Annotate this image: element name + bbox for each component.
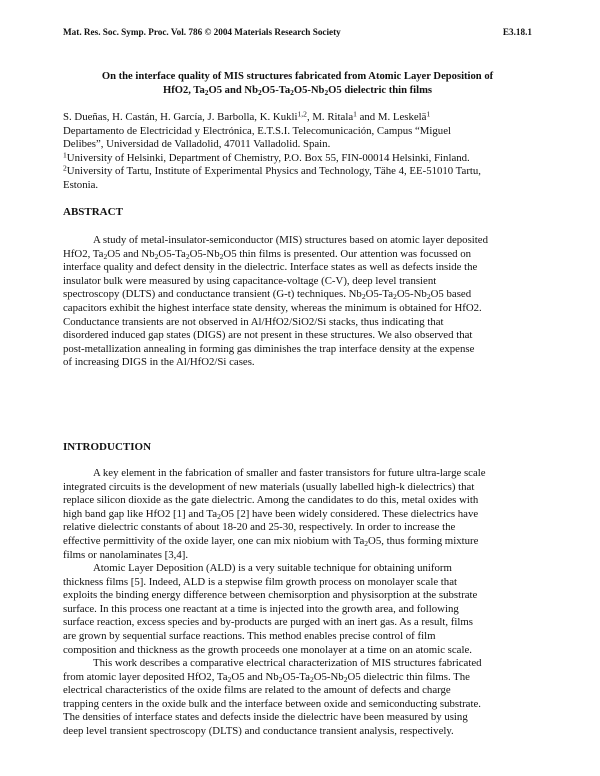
text-line: Atomic Layer Deposition (ALD) is a very suitable technique for obtaining uniform — [93, 562, 452, 574]
affiliation-line: Departamento de Electricidad y Electrónica, E.T.S.I. Telecomunicación, Campus “Miguel — [63, 124, 451, 137]
text-line: A study of metal-insulator-semiconductor (MIS) structures based on atomic layer deposited — [93, 234, 488, 246]
abstract-paragraph — [63, 234, 532, 370]
text-line: from atomic layer deposited HfO2, $Ta_2O5$ and $Nb_2O5-Ta_2O5-Nb_2O5$ dielectric thin films. The — [63, 670, 470, 684]
text-line: spectroscopy (DLTS) and conductance transient (G-t) techniques. $Nb_2O5-Ta_2O5-Nb_2O5$ based — [63, 288, 472, 302]
text-line: Conductance transients are not observed in Al/HfO2/SiO2/Si stacks, thus indicating that — [63, 315, 444, 328]
title-line: On the interface quality of MIS structures fabricated from Atomic Layer Deposition of — [101, 71, 494, 82]
text-line: films or nanolaminates [3,4]. — [63, 548, 189, 561]
paper-title — [63, 70, 532, 98]
text-line: effective permittivity of the oxide layer, one can mix niobium with $Ta_2O5$, thus forming mixture — [63, 534, 479, 548]
introduction-paragraph — [63, 562, 532, 657]
text-line: A key element in the fabrication of smaller and faster transistors for future ultra-large scale — [93, 467, 486, 479]
affiliation-line: $^1$University of Helsinki, Department of Chemistry, P.O. Box 55, FIN-00014 Helsinki, Finland. — [63, 150, 470, 164]
text-line: integrated circuits is the development of new materials (usually labelled high-k dielectrics) that — [63, 480, 475, 493]
running-header — [63, 26, 532, 40]
paper-id: E3.18.1 — [502, 27, 532, 37]
text-line: exploits the binding energy difference between chemisorption and physisorption at the substrate — [63, 589, 478, 602]
introduction-paragraph — [63, 467, 532, 562]
text-line: electrical characteristics of the oxide films are related to the amount of defects and charge — [63, 684, 451, 697]
text-line: deep level transient spectroscopy (DLTS) and conductance transient analysis, respectively. — [63, 724, 454, 737]
text-line: interface quality and defect density in the dielectric. Interface states as well as defects inside the — [63, 261, 478, 274]
text-line: The densities of interface states and defects inside the dielectric have been measured by using — [63, 711, 468, 724]
text-line: disordered induced gap states (DIGS) are not present in these structures. We also observed that — [63, 329, 473, 342]
text-line: thickness films [5]. Indeed, ALD is a stepwise film growth process on monolayer scale that — [63, 575, 457, 588]
text-line: trapping centers in the oxide bulk and the interface between oxide and semiconducting substrate. — [63, 697, 481, 710]
text-line: This work describes a comparative electrical characterization of MIS structures fabricated — [93, 657, 482, 669]
text-line: of increasing DIGS in the Al/HfO2/Si cases. — [63, 356, 255, 369]
text-line: HfO2, $Ta_2O5$ and $Nb_2O5-Ta_2O5-Nb_2O5$ thin films is presented. Our attention was focussed on — [63, 247, 472, 261]
text-line: post-metallization annealing in forming gas diminishes the trap interface density at the expense — [63, 342, 475, 355]
text-line: insulator bulk were measured by using capacitance-voltage (C-V), deep level transient — [63, 274, 437, 287]
title-line: HfO2, $Ta_2O5$ and $Nb_2O5-Ta_2O5-Nb_2O5$ dielectric thin films — [162, 85, 433, 97]
text-line: surface. In this process one reactant at a time is injected into the growth area, and following — [63, 602, 459, 615]
abstract-heading: ABSTRACT — [63, 206, 123, 218]
text-line: composition and thickness as the growth proceeds one monolayer at a time on an atomic scale. — [63, 643, 472, 656]
text-line: relative dielectric constants of about 18-20 and 25-30, respectively. In order to increase the — [63, 521, 456, 534]
affiliation-line: Delibes”, Universidad de Valladolid, 47011 Valladolid. Spain. — [63, 138, 331, 151]
text-line: replace silicon dioxide as the gate dielectric. Among the candidates to do this, metal oxides with — [63, 494, 479, 507]
affiliation-line: Estonia. — [63, 178, 99, 191]
affiliation-line: $^2$University of Tartu, Institute of Experimental Physics and Technology, Tähe 4, EE-51010 Tartu, — [63, 163, 482, 178]
introduction-paragraph — [63, 657, 532, 739]
author-names: S. Dueñas, H. Castán, H. García, J. Barbolla, K. Kukli$^{1,2}$, M. Ritala$^1$ and M. Leskelä$^1$ — [63, 109, 431, 123]
text-line: are grown by sequential surface reactions. This method enables precise control of film — [63, 629, 436, 642]
journal-citation: Mat. Res. Soc. Symp. Proc. Vol. 786 © 2004 Materials Research Society — [63, 27, 341, 37]
text-line: capacitors exhibit the highest interface state density, whereas the minimum is obtained for HfO2. — [63, 301, 482, 314]
text-line: high band gap like HfO2 [1] and $Ta_2O5$ [2] have been widely considered. These dielectrics have — [63, 507, 479, 521]
introduction-heading: INTRODUCTION — [63, 441, 152, 453]
text-line: surface reaction, excess species and by-products are purged with an inert gas. As a result, films — [63, 616, 473, 629]
author-block — [63, 111, 532, 193]
